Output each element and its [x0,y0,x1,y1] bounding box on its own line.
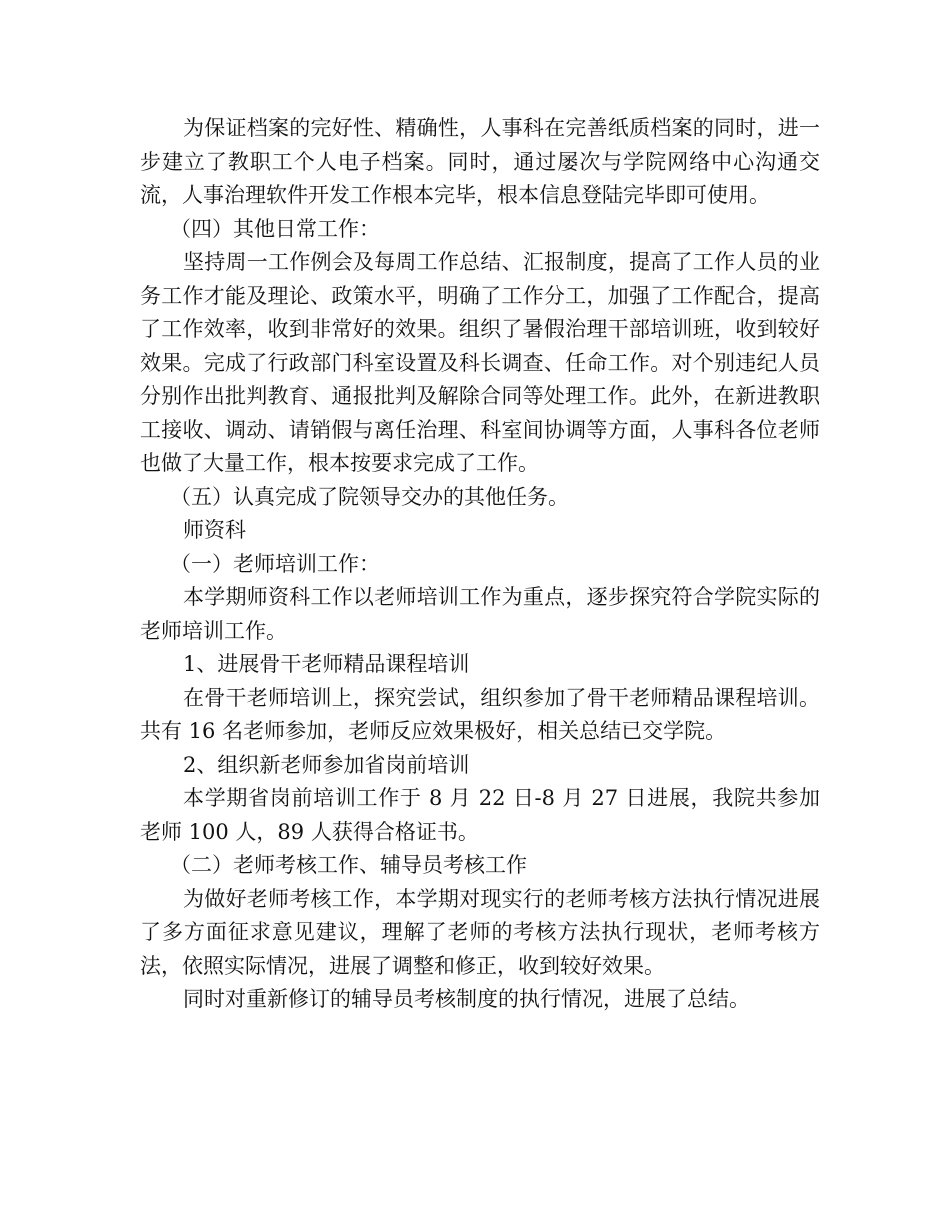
heading-other-daily-work: （四）其他日常工作： [170,216,380,241]
heading-backbone-training: 1、进展骨干老师精品课程培训 [183,652,470,676]
heading-pre-job-training: 2、组织新老师参加省岗前培训 [183,752,470,777]
paragraph-assessment-method: 为做好老师考核工作，本学期对现实行的老师考核方法执行情况进展了多方面征求意见建议，理解了老师的考核方法执行现状，老师考核方法，依照实际情况，进展了调整和修正，收到较好效果。 [140,886,820,978]
paragraph-archive: 为保证档案的完好性、精确性，人事科在完善纸质档案的同时，进一步建立了教职工个人电子档案。同时，通过屡次与学院网络中心沟通交流，人事治理软件开发工作根本完毕，根本信息登陆完毕即可使用。 [140,116,820,207]
heading-assessment-work: （二）老师考核工作、辅导员考核工作 [170,853,527,877]
paragraph-weekly-meetings: 坚持周一工作例会及每周工作总结、汇报制度，提高了工作人员的业务工作才能及理论、政策水平，明确了工作分工，加强了工作配合，提高了工作效率，收到非常好的效果。组织了暑假治理干部培训班，收到较好效果。完成了行政部门科室设置及科长调查、任命工作。对个别违纪人员分别作出批判教育、通报批判及解除合同等处理工作。此外，在新进教职工接收、调动、请销假与离任治理、科室间协调等方面，人事科各位老师也做了大量工作，根本按要求完成了工作。 [140,250,820,475]
paragraph-pre-job-training: 本学期省岗前培训工作于 8 月 22 日-8 月 27 日进展，我院共参加老师 100 人，89 人获得合格证书。 [140,786,820,844]
paragraph-training-focus: 本学期师资科工作以老师培训工作为重点，逐步探究符合学院实际的老师培训工作。 [140,585,820,643]
heading-teacher-training: （一）老师培训工作： [170,551,380,576]
paragraph-counselor-assessment: 同时对重新修订的辅导员考核制度的执行情况，进展了总结。 [183,987,750,1011]
document-body [140,112,820,1017]
heading-leadership-tasks: （五）认真完成了院领导交办的其他任务。 [170,484,569,509]
paragraph-backbone-training: 在骨干老师培训上，探究尝试，组织参加了骨干老师精品课程培训。共有 16 名老师参加，老师反应效果极好，相关总结已交学院。 [140,685,820,743]
heading-faculty-office: 师资科 [183,518,246,542]
